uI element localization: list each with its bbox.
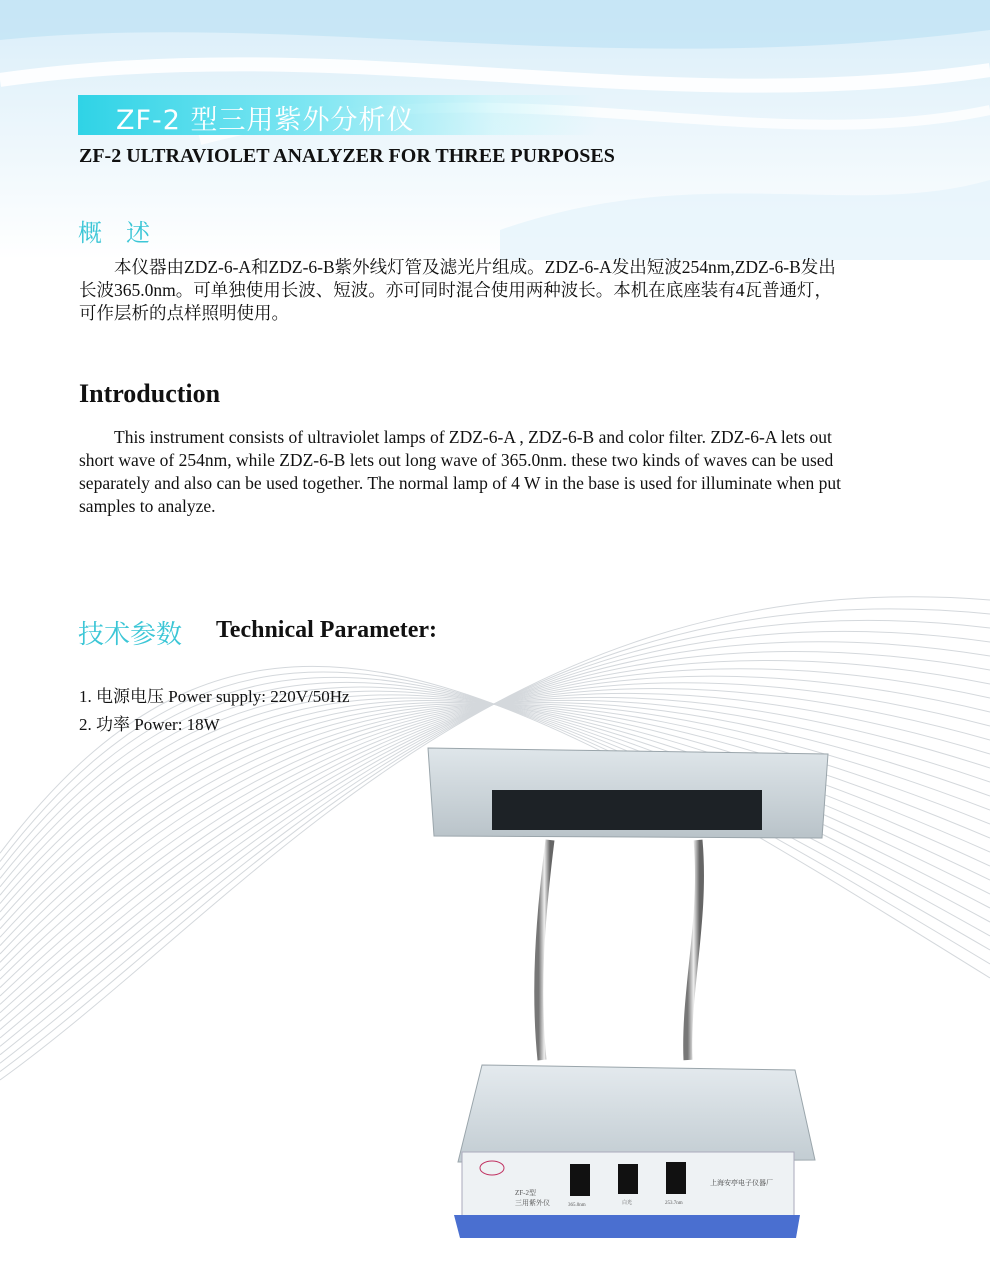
introduction-heading: Introduction — [79, 379, 221, 408]
overview-line: 长波365.0nm。可单独使用长波、短波。亦可同时混合使用两种波长。本机在底座装有4瓦普通灯， — [79, 280, 832, 300]
intro-line: samples to analyze. — [79, 496, 216, 516]
technical-heading-cn: 技术参数 — [78, 620, 183, 650]
introduction-paragraph — [79, 426, 841, 518]
device-model-label: ZF-2型 — [515, 1189, 536, 1197]
switch-254[interactable] — [666, 1162, 686, 1194]
overview-heading: 概 述 — [78, 219, 150, 247]
overview-line: 可作层析的点样照明使用。 — [79, 303, 289, 323]
parameter-item: 2. 功率 Power: 18W — [79, 715, 220, 734]
switch-label: 白光 — [622, 1201, 633, 1206]
parameter-item: 1. 电源电压 Power supply: 220V/50Hz — [79, 687, 350, 706]
intro-line: separately and also can be used together. The normal lamp of 4 W in the base is used for illuminate when put — [79, 473, 842, 493]
switch-white[interactable] — [618, 1164, 638, 1194]
switch-365[interactable] — [570, 1164, 590, 1196]
maker-label: 上海安亭电子仪器厂 — [710, 1179, 773, 1187]
switch-label: 365.0nm — [568, 1203, 586, 1208]
device-name-label: 三用紫外仪 — [515, 1199, 550, 1207]
title-banner — [78, 95, 598, 135]
parameter-list — [79, 683, 350, 739]
overview-line: 本仪器由ZDZ-6-A和ZDZ-6-B紫外线灯管及滤光片组成。ZDZ-6-A发出短波254nm,ZDZ-6-B发出 — [114, 257, 836, 277]
technical-heading-en: Technical Parameter: — [216, 617, 438, 643]
switch-label: 253.7nm — [665, 1201, 683, 1206]
intro-line: This instrument consists of ultraviolet lamps of ZDZ-6-A , ZDZ-6-B and color filter. ZDZ-6-A lets out — [114, 427, 832, 447]
title-en: ZF-2 ULTRAVIOLET ANALYZER FOR THREE PURPOSES — [79, 145, 615, 167]
intro-line: short wave of 254nm, while ZDZ-6-B lets out long wave of 365.0nm. these two kinds of waves can be used — [79, 450, 834, 470]
overview-paragraph — [79, 256, 836, 325]
uv-analyzer-photo — [420, 740, 840, 1250]
title-cn: ZF-2 型三用紫外分析仪 — [116, 105, 415, 136]
